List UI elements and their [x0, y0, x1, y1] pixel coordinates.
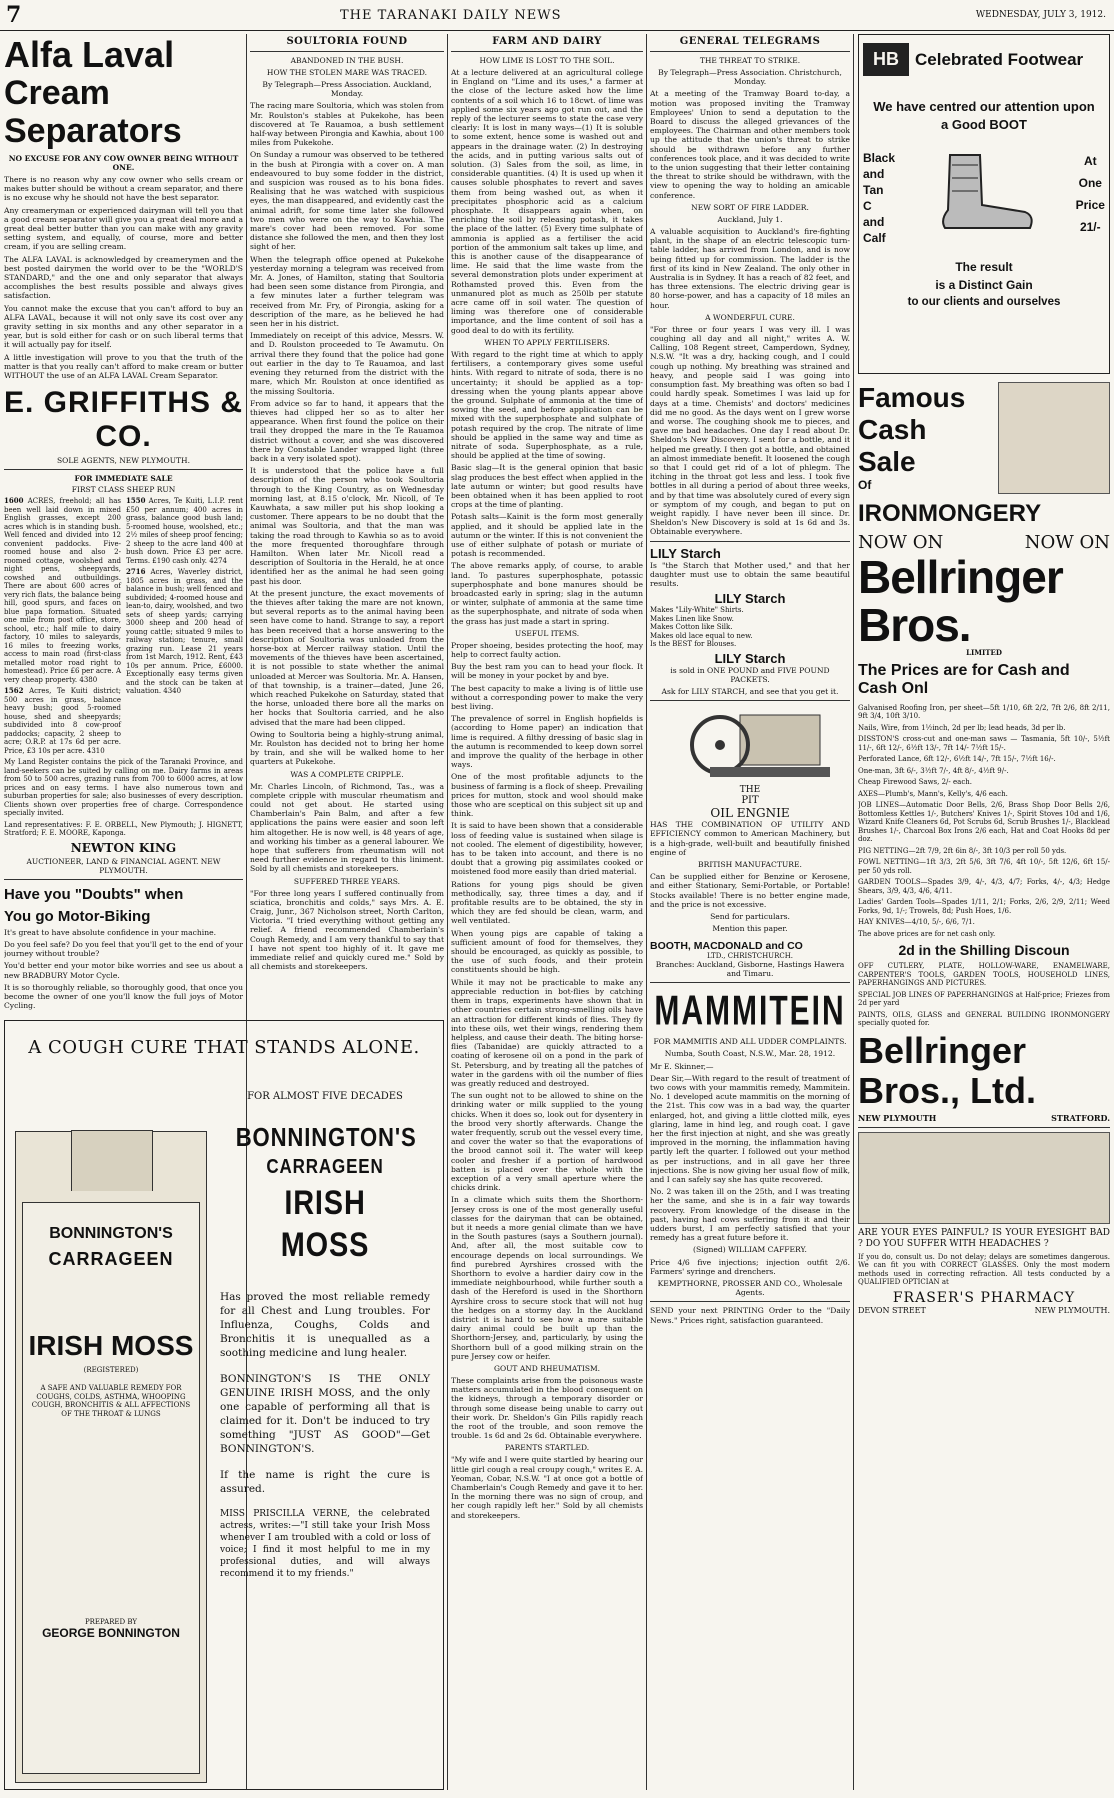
column-5-ads: [858, 34, 1110, 1790]
page-number: 7: [6, 2, 22, 28]
article-headline: SOULTORIA FOUND: [286, 36, 408, 47]
booth-branches: Branches: Auckland, Gisborne, Hastings Hawera and Timaru.: [655, 960, 845, 979]
article-subhead: ABANDONED IN THE BUSH.: [290, 56, 404, 65]
devon-street: DEVON STREET: [858, 1305, 926, 1315]
boot-icon: [930, 150, 1040, 240]
cash-word: Cash: [858, 414, 927, 445]
article-paragraph: "For three or four years I was very ill. I was coughing all day and all night," writes A. W. Calling, 108 Regent street, Camperdown, Sydney, N.S.W. "It was a dry, hacking cough, and I could cough up nothing. My breathing was strained and heavy, and people said I was going into consumption fast. My breathing was often so bad I could hardly speak. Sometimes I was laid up for days at a time. Chemists' and doctors' medicines did me no good. As the days went on I grew worse and worse. The coughing shook me to pieces, and gave me bad headaches. One day I read about Dr. Sheldon's New Discovery. I sent for a bottle, and it helped me greatly. I then got a bottle, and obtained an almost immediate benefit. It loosened the cough so that I could get rid of a lot of phlegm. The itching in the throat got less and less. I took five bottles in all during a period of about three weeks, and by that time was absolutely cured of every sign or symptom of my cough, and began to put on weight rapidly. I have never been ill since. Dr. Sheldon's New Discovery is sold at 1s 6d and 3s. Obtainable everywhere.: [650, 324, 850, 537]
bonningtons-brand: BONNINGTON'S: [235, 1122, 417, 1152]
article-paragraph: In a climate which suits them the Shorthorn-Jersey cross is one of the most generally useful classes for the dairyman that can be obtained, but it needs a more genial climate than we have in the South pastures (says a Southern journal). And, after all, the most suitable cow to encourage depends on local surroundings. We find purebred Ayrshires crossed with the Shorthorn to evolve a hardier dairy cow in the immediate neighbourhood, while further south a dash of the Hereford is used in the Shorthorn Ayrshire cross to secure stock that will not hug the hedges on a stormy day. In the Auckland district it is hard to see how a more suitable dairy animal could be built up than the Shorthorn-Jersey, and, particularly, by using the Shorthorn bull of a good milking strain on the pure Jersey cow or heifer.: [451, 1195, 643, 1361]
printing-notice: SEND your next PRINTING Order to the "Daily News." Prices right, satisfaction guaranteed.: [650, 1306, 850, 1325]
mammitein-sub: FOR MAMMITIS AND ALL UDDER COMPLAINTS.: [653, 1037, 847, 1047]
article-paragraph: With regard to the right time at which to apply fertilisers, a contemporary gives some useful hints. With regard to nitrate of soda, there is no uncertainty; it should be applied as a top-dressing when the young plants appear above the ground. Sulphate of ammonia at the time of sowing the seed, and before application can be mixed with the superphosphate and sulphate of potash required by the crop. The nitrate of lime should be applied in the same way and time as nitrate of soda. Superphosphate, as a rule, should be applied at the time of sowing.: [451, 349, 643, 461]
column-rule: [447, 34, 448, 1790]
hb-result-2: is a Distinct Gain: [935, 278, 1033, 292]
column-3-farm: [451, 34, 643, 1790]
article-subhead: WAS A COMPLETE CRIPPLE.: [290, 769, 404, 779]
land-reps: Land representatives: F. E. ORBELL, New Plymouth; J. HIGNETT, Stratford; F. E. MOORE, Kaponga.: [4, 820, 243, 838]
bellringer-ad: [858, 382, 1110, 1123]
issue-date: WEDNESDAY, JULY 3, 1912.: [975, 10, 1106, 20]
bon-testimonial: MISS PRISCILLA VERNE, the celebrated actress, writes:—"I still take your Irish Moss whenever I am troubled with a cold or loss of voice; I find it most helpful to me in my professional duties, and will always recommend it to my friends.": [220, 1509, 430, 1579]
pit-text: HAS THE COMBINATION OF UTILITY AND EFFICIENCY common to American Machinery, but is a high-grade, well-built and beautifully finished engine of: [650, 820, 850, 857]
column-rule: [853, 34, 854, 1790]
frasers-name: FRASER'S PHARMACY: [892, 1289, 1076, 1306]
article-paragraph: Potash salts—Kainit is the form most generally applied, and it should be applied late in the autumn or the winter. If this is not convenient the use of either sulphate of potash or muriate of potash is recommended.: [451, 512, 643, 559]
bonningtons-copy: [220, 1091, 430, 1583]
price-list-item: Perforated Lance, 6ft 12/-, 6½ft 14/-, 7ft 15/-, 7½ft 16/-.: [858, 755, 1056, 763]
article-paragraph: When young pigs are capable of taking a sufficient amount of food for themselves, they should be encouraged, as quickly as possible, to the use of such foods, and their protein constituents should be high.: [451, 928, 643, 975]
alfa-paragraph: Any creameryman or experienced dairyman will tell you that a good cream separator will give you a great deal more and a great deal better butter than you can make with any gravity setting system, and equally, of course, more and better cream, if you are selling cream.: [4, 205, 243, 252]
bon-paragraph: Has proved the most reliable remedy for all Chest and Lung troubles. For Influenza, Coughs, Colds and Bronchitis it is unequalled as a soothing medicine and lung healer.: [220, 1291, 430, 1359]
alfa-paragraph: There is no reason why any cow owner who sells cream or makes butter should be without a cream separator, and there is no excuse why he should not have the best separator.: [4, 175, 243, 203]
alfa-title: Alfa Laval: [4, 34, 175, 75]
article-subhead: HOW THE STOLEN MARE WAS TRACED.: [266, 68, 428, 77]
now-on: NOW ON: [1024, 532, 1110, 553]
article-paragraph: Proper shoeing, besides protecting the hoof, may help to correct faulty action.: [451, 640, 643, 659]
article-subhead: PARENTS STARTLED.: [504, 1443, 590, 1453]
doubts-heading-2: You go Motor-Biking: [4, 907, 151, 925]
article-paragraph: It is understood that the police have a full description of the person who took Soultoria through to the King Country, as on Wednesday morning last, at 8.15 o'clock, Mr. Nicoll, of Te Kauwhata, a saw miller put his shop looking a customer. There appears to be no doubt that the animal was Soultoria, and that the man was taking the road through to Kawhia so as to avoid the more frequented thoroughfare through Hamilton. When later Mr. Nicoll read a description of Soultoria in the Herald, he at once identified her as the animal he had seen going past his door.: [250, 466, 444, 586]
article-paragraph: While it may not be practicable to make any appreciable reduction in bot-flies by catching them in traps, experiments have shown that in other countries certain strong-smelling oils have an attraction for different kinds of flies. They fly into these oils, wet their wings, rendering them helpless, and cause their death. The biting horse-flies (Tabanidae) are quickly attracted to a coating of kerosene oil on a pond in the park of St. Petersburg, and by treating all the patches of water in the gardens with oil the number of flies was greatly reduced and destroyed.: [451, 977, 643, 1088]
lily-line: Makes Cotton like Silk.: [650, 623, 733, 632]
five-decades: FOR ALMOST FIVE DECADES: [247, 1091, 403, 1102]
eyes-headline: ARE YOUR EYES PAINFUL? IS YOUR EYESIGHT BAD ? DO YOU SUFFER WITH HEADACHES ?: [858, 1227, 1110, 1249]
article-subhead: THE THREAT TO STRIKE.: [699, 56, 801, 65]
price-list-item: HAY KNIVES—4/10, 5/-, 6/6, 7/1.: [858, 918, 975, 926]
mammitein-text: (Signed) WILLIAM CAFFERY.: [693, 1245, 807, 1255]
hb-logo: HB: [863, 43, 909, 76]
article-paragraph: "My wife and I were quite startled by hearing our little girl cough a real croupy cough," writes E. A. Yeoman, Cobar, N.S.W. "I at once got a bottle of Chamberlain's Cough Remedy and gave it to her. In the morning there was no sign of croup, and her cough rapidly left her." Sold by all chemists and storekeepers.: [451, 1455, 643, 1520]
article-paragraph: Mr. Charles Lincoln, of Richmond, Tas., was a complete cripple with muscular rheumatism and could not get about. He started using Chamberlain's Pain Balm, and after a few applications the pains were easier and soon left him altogether. He is now well, is 48 years of age, and working his timber as a general labourer. We hope that sufferers from rheumatism will not need further evidence in regard to this liniment. Sold by all chemists and storekeepers.: [250, 781, 444, 874]
sale-subheading: FIRST CLASS SHEEP RUN: [71, 485, 176, 495]
sale-heading: FOR IMMEDIATE SALE: [74, 474, 173, 484]
alfa-paragraph: You cannot make the excuse that you can't afford to buy an ALFA LAVAL, because it will not only save its cost over any gravity setting in six months and any other separator in a year, but is sold either for cash or on such liberal terms that it will actually pay for itself.: [4, 303, 243, 350]
price-list-item: Nails, Wire, from 1½inch, 2d per lb; lead heads, 3d per lb.: [858, 723, 1066, 732]
ironmongery: IRONMONGERY: [858, 500, 1042, 527]
article-paragraph: Rations for young pigs should be given methodically, say, three times a day, and if profitable results are to be obtained, the sty in which they are fed should be clean, warm, and well ventilated.: [451, 879, 643, 926]
bradbury-ad: [4, 884, 243, 1014]
article-subhead: USEFUL ITEMS.: [514, 628, 580, 638]
mammitein-ad: [650, 988, 850, 1298]
article-paragraph: It is said to have been shown that a considerable loss of feeding value is sustained when silage is not cooled. The element of digestibility, however, has to be taken into account, and there is no doubt that a growing pig assimilates cooked or moistened food more easily than dried material.: [451, 821, 643, 877]
bellringer-limited: LIMITED: [966, 648, 1002, 657]
mammitein-location: Numba, South Coast, N.S.W., Mar. 28, 1912.: [664, 1049, 836, 1059]
divider: [451, 51, 643, 52]
article-paragraph: The best capacity to make a living is of little use without a corresponding power to make the very best living.: [451, 683, 643, 711]
lily-starch-ad: [650, 546, 850, 697]
article-paragraph: Owing to Soultoria being a highly-strung animal, Mr. Roulston has decided not to bring her home by train, and she will be walked home to her quarters at Pukekohe.: [250, 729, 444, 767]
mammitein-text: KEMPTHORNE, PROSSER AND CO., Wholesale Agents.: [657, 1279, 843, 1298]
article-paragraph: At the present juncture, the exact movements of the thieves after taking the mare are not known, but several reports as to the animal having been seen have come to hand. Strange to say, a report has been received that a horse answering to the description of Soultoria was unloaded from the horse-box at Mercer railway station. Until the movements of the thieves have been ascertained, it is not possible to state whether the animal unloaded at Mercer was Soultoria. Mr. A. Hansen, of that township, is a trainer—dated, June 26, which reached Pukekohe on Saturday, stated that the horse, unloaded there bore all the marks on her hocks that Soultoria carried, and he also advised that the mare had been clipped.: [250, 588, 444, 727]
article-subhead: WHEN TO APPLY FERTILISERS.: [484, 337, 610, 347]
hb-result-3: to our clients and ourselves: [907, 296, 1061, 308]
lily-line: Is the BEST for Blouses.: [650, 640, 737, 649]
article-paragraph: When the telegraph office opened at Pukekohe yesterday morning a telegram was received from Mr. A. Jones, of Hamilton, stating that Soultoria had been seen some distance from Pirongia, and a few minutes later a further telegram was received from Mr. Fry, of Pirongia, asking for a description of the mare, as he believed he had seen her in his district.: [250, 254, 444, 329]
lily-text: Is "the Starch that Mother used," and that her daughter must use to obtain the same beautiful results.: [650, 560, 850, 588]
price-list-item: Cheap Firewood Saws, 2/- each.: [858, 778, 972, 786]
divider: [650, 1301, 850, 1302]
section-headline: FARM AND DAIRY: [492, 36, 602, 47]
divider: [650, 541, 850, 542]
article-byline: By Telegraph—Press Association. Christchurch, Monday.: [658, 68, 842, 87]
hb-tagline: We have centred our attention upon a Good BOOT: [873, 99, 1095, 132]
hb-right-list: At One Price 21/-: [1075, 154, 1105, 234]
paints-text: PAINTS, OILS, GLASS and GENERAL BUILDING IRONMONGERY specially quoted for.: [858, 1010, 1110, 1027]
article-paragraph: The prevalence of sorrel in English hopfields is (according to Home paper) an indication that lime is required. A filthy dressing of basic slag in the autumn is recommended to keep down sorrel and improve the quality of the herbage in other ways.: [451, 714, 643, 770]
price-list-item: PIG NETTING—2ft 7/9, 2ft 6in 8/-, 3ft 10/3 per roll 50 yds.: [858, 846, 1067, 855]
column-rule: [646, 34, 647, 1790]
newspaper-title: THE TARANAKI DAILY NEWS: [340, 8, 562, 23]
divider: [650, 700, 850, 701]
pit-text: BRITISH MANUFACTURE.: [698, 860, 802, 870]
alfa-paragraph: A little investigation will prove to you that the truth of the matter is that you really can't afford to make cream or butter WITHOUT the use of an ALFA LAVAL Cream Separator.: [4, 352, 243, 381]
hb-result: The result: [955, 260, 1013, 274]
bellringer-name: Bellringer Bros.: [858, 551, 1063, 651]
article-paragraph: Immediately on receipt of this advice, Messrs. W. and D. Roulston proceeded to Te Awamutu. On arrival there they found that the police had gone out earlier in the day to Te Rauamoa, and last evening they returned from the district with the mare, which Mr. Roulston at once identified as the missing Soultoria.: [250, 331, 444, 396]
pit-engine-title: OIL ENGNIE: [710, 806, 790, 821]
lily-heading: LILY Starch: [714, 650, 786, 666]
lily-heading: LILY Starch: [714, 591, 786, 607]
griffiths-sub: SOLE AGENTS, NEW PLYMOUTH.: [57, 456, 190, 466]
masthead: [0, 0, 1114, 31]
article-byline: By Telegraph—Press Association. Auckland, Monday.: [262, 80, 432, 99]
article-paragraph: One of the most profitable adjuncts to the business of farming is a flock of sheep. Prevailing prices for mutton, stock and wool should make those who are sceptical on this subject sit up and think.: [451, 772, 643, 819]
lily-line: Makes old lace equal to new.: [650, 631, 753, 640]
price-list-item: DISSTON'S cross-cut and one-man saws — Tasmania, 5ft 10/-, 5½ft 11/-, 6ft 12/-, 6½ft 13/-, 7ft 14/- 7½ft 15/-.: [858, 735, 1110, 752]
lot-listing: 1550 Acres, Te Kuiti, L.I.P. rent £50 per annum; 400 acres in grass, balance good bush land; 5-roomed house, woolshed, etc.; 2½ miles of sheep proof fencing; 2 sheep to the acre land 400 at bush down. Price £3 per acre. Terms. £190 cash only. 4274: [126, 496, 243, 565]
price-list-item: JOB LINES—Automatic Door Bells, 2/6, Brass Shop Door Bells 2/6, Bottomless Kettles 1/-, Butchers' Knives 1/-, Spirit Stoves 10d and 1/6, Wizard Knife Cleaners 6d, Pot Scrubs 6d, Scrub Brushes 1/-, Blacklead Brushes 1/-, Charcoal Box Irons 2/6 each, Hat and Coat Hooks 8d per doz.: [858, 801, 1110, 843]
pit-word: PIT: [741, 795, 759, 807]
pit-oil-engine-ad: [650, 705, 850, 978]
article-subhead: NEW SORT OF FIRE LADDER.: [691, 202, 809, 212]
bottle-neck: [71, 1130, 153, 1191]
mammitein-text: Dear Sir,—With regard to the result of treatment of two cows with your mammitis remedy, Mammitein. No. 1 developed acute mammitis on the morning of the 21st. This cow was in a bad way, the quarter enlarged, hot, and giving a little clotted milk, eyes glaring, lame in hind leg, and rough coat. I gave her the first injection at night, and she was greatly improved in the morning, the inflammation having partly left the quarter. I followed out your method as per instructions, and in all gave her three injections. She is now giving her usual flow of milk, and I can safely say she has quite recovered.: [650, 1073, 850, 1185]
engine-illustration-svg: [650, 705, 850, 785]
section-headline: GENERAL TELEGRAMS: [679, 36, 821, 47]
booth-sub: LTD., CHRISTCHURCH.: [706, 951, 794, 960]
article-byline: Auckland, July 1.: [717, 214, 783, 224]
article-paragraph: At a lecture delivered at an agricultural college in England on "Lime and its uses," a farmer at the close of the lecture asked how the lime contents of a soil which 16 to 18cwt. of lime was applied some six years ago got run out, and the reply of the lecturer seems to state the case very clearly: It is lost in many ways—(1) It is soluble to some extent, hence some is washed out and appears in the drainage water. (2) In destroying the acids, and in putting various salts out of solution. (3) Sales from the soil, as lime, in considerable quantities. (4) It is used up when it causes soluble phosphates to revert and saves them from being washed out, as when it precipitates phosphoric acid as a calcium phosphate. It disappears again when, on enriching the soil by releasing potash, it takes the place of the latter. (5) Every time sulphate of ammonia is applied as a fertiliser the acid portion of the ammonium salt takes up lime, and this is another cause of the disappearance of lime. He said that the lime waste from the several demonstration plots under experiment at Rothamsted proved this. Even from the unmanured plot as much as 250lb per statute acre came off in soil water. The question of liming was therefore one of considerable importance, and the lime content of soil has a good deal to do with its fertility.: [451, 68, 643, 335]
price-list-item: FOWL NETTING—1ft 3/3, 2ft 5/6, 3ft 7/6, 4ft 10/-, 5ft 12/6, 6ft 15/- per 50 yds roll.: [858, 858, 1110, 875]
optician-illustration: [858, 1132, 1110, 1224]
cutlery-text: OFF CUTLERY, PLATE, HOLLOW-WARE, ENAMELWARE, CARPENTER'S TOOLS, GARDEN TOOLS, HOUSEHOLD LINES, PAPERHANGINGS AND PICTURES.: [858, 962, 1110, 987]
mammitein-text: Price 4/6 five injections; injection outfit 2/6. Farmers' syringe and drenchers.: [650, 1257, 850, 1276]
article-paragraph: Basic slag—It is the general opinion that basic slag produces the best effect when applied in the late autumn or winter; but good results have been obtained when it has been applied to root crops at the time of planting.: [451, 463, 643, 510]
article-paragraph: At a meeting of the Tramway Board to-day, a motion was proposed inviting the Tramway Employees' Union to send a deputation to the Board to discuss the alleged grievances of the employees. The Chairman and other members took up the attitude that the union's threat to strike should be withdrawn before any further conferences took place, and it was decided to write to the union suggesting that their letter containing the threat to strike should be withdrawn, with the view to opening the way to holding an amicable conference.: [650, 89, 850, 200]
hb-footwear-ad: [858, 34, 1110, 374]
famous-word: Famous: [858, 382, 966, 413]
lily-heading: LILY Starch: [650, 545, 721, 561]
price-list-item: GARDEN TOOLS—Spades 3/9, 4/-, 4/3, 4/7; Forks, 4/-, 4/3; Hedge Shears, 3/9, 4/3, 4/6, 4/11.: [858, 878, 1110, 895]
lot-listing: 1600 ACRES, freehold; all has been well laid down in mixed English grasses, except 200 acres which is in standing bush. Well fenced and divided into 12 convenient paddocks. Five-roomed house and also 2-roomed cottage, woolshed and night pens, sheepyards, cowshed and outbuildings. There are about 600 acres of very rich flats, the balance being hill, good spurs, and faces on blue papa formation. Situated one mile from post office, store, school, etc.; half mile to dairy factory, 10 miles to saleyards, 16 miles to freezing works, access to main road (first-class metalled motor road right to homestead). Price £6 per acre. A very cheap property. 4380: [4, 496, 121, 684]
price-list-item: The above prices are for net cash only.: [858, 929, 996, 938]
pit-word: THE: [739, 785, 761, 796]
column-2-news: [250, 34, 444, 1014]
mammitein-text: Mr E. Skinner,—: [650, 1061, 714, 1071]
alfa-title-2: Cream Separators: [4, 74, 182, 150]
bottle-label: BONNINGTON'S CARRAGEEN IRISH MOSS (REGISTERED) A SAFE AND VALUABLE REMEDY FOR COUGHS, COLDS, ASTHMA, WHOOPING COUGH, BRONCHITIS & ALL AFFECTIONS OF THE THROAT & LUNGS PREPARED BY GEORGE BONNINGTON: [22, 1202, 200, 1774]
pit-text: Can be supplied either for Benzine or Kerosene, and either Stationary, Semi-Portable, or Portable! Stocks available! There is no better engine made, and the price is not excessive.: [650, 872, 850, 909]
alfa-subtitle: NO EXCUSE FOR ANY COW OWNER BEING WITHOUT ONE.: [8, 154, 239, 172]
column-4-telegrams: [650, 34, 850, 1790]
price-list-item: Ladies' Garden Tools—Spades 1/11, 2/1; Forks, 2/6, 2/9, 2/11; Weed Forks, 9d, 1/-; Trowels, 8d; Push Hoes, 1/6.: [858, 898, 1110, 915]
bellringer-illustration: [998, 382, 1110, 494]
pit-text: Mention this paper.: [712, 924, 788, 934]
article-subhead: GOUT AND RHEUMATISM.: [493, 1364, 601, 1374]
divider: [250, 51, 444, 52]
booth-macdonald: BOOTH, MACDONALD and CO: [650, 939, 803, 952]
column-1-ads: [4, 34, 243, 1014]
bonningtons-carrageen: CARRAGEEN: [266, 1156, 384, 1178]
mammitein-text: No. 2 was taken ill on the 25th, and I was treating her the same, and she is in a fair way towards recovery. From knowledge of the disease in the past, having had cows suffering from it and their udders burst, I am perfectly satisfied that your remedy has a great future before it.: [650, 1187, 850, 1243]
price-list-item: AXES—Plumb's, Mann's, Kelly's, 4/6 each.: [858, 789, 1008, 798]
article-subhead: HOW LIME IS LOST TO THE SOIL.: [479, 56, 615, 65]
sale-word: Sale: [858, 446, 916, 477]
newton-king-ad: [4, 474, 243, 875]
medicine-bottle: [15, 1131, 207, 1783]
doubts-paragraph: It is so thoroughly reliable, so thoroughly good, that once you become the owner of one you'll know the full joys of Motor Cycling.: [4, 982, 243, 1011]
divider: [4, 469, 243, 470]
mammitein-title: MAMMITEIN: [654, 988, 846, 1035]
doubts-paragraph: It's great to have absolute confidence in your machine.: [4, 927, 217, 937]
newton-king-sub: AUCTIONEER, LAND & FINANCIAL AGENT. NEW PLYMOUTH.: [26, 856, 221, 875]
bon-paragraph: If the name is right the cure is assured.: [220, 1469, 430, 1495]
now-on: NOW ON: [858, 532, 944, 553]
divider: [4, 879, 243, 880]
bonningtons-ad: [4, 1020, 444, 1790]
price-list-item: One-man, 3ft 6/-, 3½ft 7/-, 4ft 8/-, 4½ft 9/-.: [858, 766, 1009, 775]
doubts-paragraph: You'd better end your motor bike worries and see us about a new BRADBURY Motor Cycle.: [4, 961, 243, 980]
lily-line: Makes Linen like Snow.: [650, 614, 734, 623]
hb-left-list: Black and Tan C and Calf: [863, 151, 896, 245]
article-subhead: A WONDERFUL CURE.: [705, 312, 795, 322]
land-register: My Land Register contains the pick of the Taranaki Province, and land-seekers can be suited by calling on me. Dairy farms in areas from 50 to 500 acres, grazing runs from 700 to 6000 acres, at low prices and on easy terms. I have also numerous town and suburban properties for sale; also businesses of every description. Clients shown over properties free of charge. Correspondence specially invited.: [4, 758, 243, 818]
new-plymouth: NEW PLYMOUTH.: [1034, 1305, 1110, 1315]
shilling-discount: 2d in the Shilling Discoun: [898, 942, 1070, 958]
lot-number: 2716: [126, 567, 146, 577]
lily-text: Ask for LILY STARCH, and see that you get it.: [661, 687, 839, 697]
divider: [650, 982, 850, 983]
new-plymouth: NEW PLYMOUTH: [858, 1112, 937, 1123]
prices-heading: The Prices are for Cash and Cash Onl: [858, 661, 1070, 697]
article-paragraph: "For three long years I suffered continually from sciatica, bronchitis and colds," says Mrs. A. E. Craig, Junr., 367 Nicholson street, North Carlton, Victoria. "I tried everything without getting any relief. A friend recommended Chamberlain's Cough Remedy, and I am very thankful to say that I have not spent too highly of it. It gave me immediate relief and quickly cured me." Sold by all chemists and storekeepers.: [250, 888, 444, 972]
article-paragraph: The racing mare Soultoria, which was stolen from Mr. Roulston's stables at Pukekohe, has been discovered at Te Rauamoa, a bush settlement half-way between Pirongia and Kawhia, about 100 miles from Pukekohe.: [250, 101, 444, 148]
alfa-laval-ad: [4, 36, 243, 465]
engine-illustration: [650, 705, 850, 785]
special-lines: SPECIAL JOB LINES OF PAPERHANGINGS at Half-price; Friezes from 2d per yard: [858, 990, 1110, 1007]
alfa-paragraph: The ALFA LAVAL is acknowledged by creamerymen and the best posted dairymen the world over to be the "WORLD'S STANDARD," and the one and only separator that always accomplishes the best results possible and always gives satisfaction.: [4, 254, 243, 301]
article-paragraph: On Sunday a rumour was observed to be tethered in the bush at Pirongia with a cover on. A man endeavoured to buy some fodder in the district, and suspicion was roused as to his bona fides. Realising that he was watched with suspicious eyes, the man disappeared, and evidently cast the animal adrift, for some time later she followed two men who were on the way to Kawhia. The mare's cover had been removed. For some distance she followed the men, and then they lost sight of her.: [250, 150, 444, 252]
stratford: STRATFORD.: [1051, 1112, 1110, 1123]
article-paragraph: The sun ought not to be allowed to shine on the drinking water or milk supplied to the young chicks. When it does so, look out for dysentery in the brood very shortly afterwards. Change the water frequently, scrub out the vessel every time, and cover the water so that the evaporations of the brood cannot soil it. The water will keep cooler and fresher if a portion of hardwood batten is placed over the whole with the exception of a very small aperture where the chicks drink.: [451, 1091, 643, 1193]
article-paragraph: These complaints arise from the poisonous waste matters accumulated in the blood consequent on the kidneys, through a temporary disorder or through some disease being unable to carry out their work. Dr. Sheldon's Gin Pills rapidly reach the root of the trouble, and soon remove the trouble. 1s 6d and 2s 6d. Obtainable everywhere.: [451, 1376, 643, 1441]
article-paragraph: From advice so far to hand, it appears that the thieves had clipped her so as to alter her appearance. When first found the police on their trail they dropped the mare in the Te Rauamoa district without a cover, and she was discovered there by Constable Lander wrapped light (three back in a very isolated spot).: [250, 398, 444, 463]
bon-paragraph: BONNINGTON'S IS THE ONLY GENUINE IRISH MOSS, and the only one capable of performing all that is claimed for it. Don't be induced to try something "JUST AS GOOD"—Get BONNINGTON'S.: [220, 1373, 430, 1455]
divider: [858, 1127, 1110, 1128]
article-paragraph: Buy the best ram you can to head your flock. It will be money in your pocket by and bye.: [451, 662, 643, 681]
article-paragraph: A valuable acquisition to Auckland's fire-fighting plant, in the shape of an electric telescopic turn-table ladder, has arrived from London, and is now being fitted up for commission. The ladder is the first of its kind in New Zealand. The only other in Australia is in Sydney. It has a reach of 82 feet, and has three extensions. The electric driving gear is 80 horse-power, and has a capacity of 18 miles an hour.: [650, 227, 850, 310]
newton-king-name: NEWTON KING: [70, 840, 177, 855]
hb-title: Celebrated Footwear: [915, 49, 1084, 69]
lot-number: 1562: [4, 686, 24, 696]
lot-listing: 1562 Acres, Te Kuiti district; 500 acres in grass, balance heavy bush; good 5-roomed house, shed and sheepyards; subdivided into 8 cow-proof paddocks; capacity, 2 sheep to acre; O.R.P. at 17s 6d per acre. Price, £3 10s per acre. 4310: [4, 686, 121, 755]
eyes-text: If you do, consult us. Do not delay; delays are sometimes dangerous. We can fit you with CORRECT GLASSES. Only the most modern methods used in correcting refraction. All tests conducted by a QUALIFIED OPTICIAN at: [858, 1252, 1110, 1286]
lot-number: 1600: [4, 496, 24, 506]
lily-line: Makes "Lily-White" Shirts.: [650, 606, 744, 615]
bonningtons-irish-moss: IRISH MOSS: [280, 1184, 370, 1264]
divider: [650, 51, 850, 52]
price-list-item: Galvanised Roofing Iron, per sheet—5ft 1/10, 6ft 2/2, 7ft 2/6, 8ft 2/11, 9ft 3/4, 10ft 3/10.: [858, 703, 1110, 720]
griffiths-name: E. GRIFFITHS & CO.: [4, 386, 243, 454]
cough-headline: A COUGH CURE THAT STANDS ALONE.: [28, 1037, 420, 1058]
lot-listing: 2716 Acres, Waverley district, 1805 acres in grass, and the balance in bush; well fenced and subdivided; 4-roomed house and lean-to, dairy, woolshed, and two sets of sheep yards; carrying 3000 sheep and 200 head of young cattle; situated 9 miles to railway station; tenure, small grazing run. Lease 21 years from 1st March, 1912. Rent, £43 10s per annum. Price, £6000. Exceptionally easy terms given and the stock can be taken at valuation. 4340: [126, 567, 243, 696]
bellringer-name-2: Bellringer Bros., Ltd.: [858, 1029, 1036, 1111]
doubts-paragraph: Do you feel safe? Do you feel that you'll get to the end of your journey without trouble?: [4, 939, 243, 959]
of-word: Of: [858, 478, 872, 492]
price-list: [858, 704, 1110, 939]
doubts-heading: Have you "Doubts" when: [4, 885, 184, 903]
article-paragraph: The above remarks apply, of course, to arable land. To pastures superphosphate, potassic superphosphate and bone manures should be broadcasted early in spring; slag in the autumn or winter, sulphate of ammonia at the same time as the superphosphate, and nitrate of soda when the grass has just made a start in spring.: [451, 561, 643, 626]
lily-text: is sold in ONE POUND and FIVE POUND PACKETS.: [670, 665, 830, 684]
frasers-pharmacy-ad: [858, 1132, 1110, 1315]
lot-number: 1550: [126, 496, 146, 506]
article-subhead: SUFFERED THREE YEARS.: [293, 876, 401, 886]
pit-text: Send for particulars.: [710, 912, 790, 922]
